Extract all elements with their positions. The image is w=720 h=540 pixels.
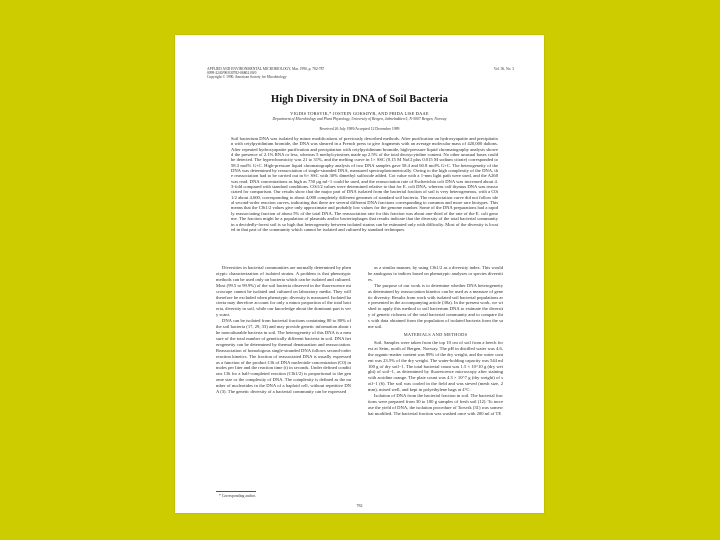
footnote: * Corresponding author. [219, 494, 256, 498]
article-affiliation: Department of Microbiology and Plant Physiology, University of Bergen, Jahnebakken 5, N-5007 Bergen, Norway [272, 117, 447, 121]
journal-header [207, 67, 407, 80]
article-title: High Diversity in DNA of Soil Bacteria [270, 94, 449, 105]
received-date: Received 26 July 1989/Accepted 12 December 1989 [319, 127, 400, 131]
body-column-left [216, 265, 351, 487]
abstract: Soil bacterium DNA was isolated by minor modifications of previously described methods. After purification on hydroxyapatite and precipitation with cetylpyridinium bromide, the DNA was sheared in a French press to give fragments with an average molecular mass of 420,000 daltons. After repeated hydroxyapatite purification and precipitation with cetylpyridinium bromide, high-pressure liquid chromatography analysis showed the presence of 2.1% RNA or less, whereas 5 methylcytosines made up 2.5% of the total deoxycytidine content. No other unusual bases could be detected. The hyperchromicity was 21 to 31%, and the melting curve in 1× SSC (0.15 M NaCl plus 0.015 M sodium citrate) corresponded to 58.3 mol% G+C. High-pressure liquid chromatography analysis of two DNA samples gave 58.4 and 60.8 mol% G+C. The heterogeneity of the DNA was determined by reassociation of single-stranded DNA, measured spectrophotometrically. Owing to the high complexity of the DNA, the reassociation had to be carried out in 6× SSC with 30% dimethyl sulfoxide added. Cot value with a 1-mm light path were used, and the A260 was read. DNA concentrations as high as 750 µg ml−1 could be used, and the reassociation rate of Escherichia coli DNA was increased about 4.3-fold compared with standard conditions. C0t1/2 values were determined relative to that for E. coli DNA, whereas calf thymus DNA was reassociated for comparison. Our results show that the major part of DNA isolated from the bacterial fraction of soil is very heterogeneous, with a C0t1/2 about 4,600, corresponding to about 4,000 completely different genomes of standard soil bacteria. The reassociation curve did not follow ideal second-order reaction curves, indicating that there are several different DNA fractions corresponding to common and more rare biotypes. This means that the C0t1/2 values give only approximate and probably low values for the genome number. Some of the DNA preparations had a rapidly reassociating fraction of about 5% of the total DNA. The reassociation rate for this fraction was about one-third of the rate of the E. coli genome. The fraction might be a population of plasmids and/or bacteriophages that results indicate that the diversity of the total bacterial community in a decidedly-forest soil is so high that heterogeneity between isolated strains can be estimated only with difficulty. Most of the diversity is located in that part of the community which cannot be isolated and cultured by standard techniques. [231, 136, 498, 232]
body-paragraph: Isolation of DNA from the bacterial fraction in soil. The bacterial fractions were prepared from 30 to 100 g samples of fresh soil (12). To increase the yield of DNA, the isolation procedure of Torsvik (31) was somewhat modified. The bacterial fraction was washed once with 200 ml of TE [368, 393, 503, 416]
footnote-divider [216, 491, 256, 492]
journal-issn: 0099-2240/90/030782-06$02.00/0 [207, 71, 257, 76]
volume-info: Vol. 56, No. 3 [493, 67, 514, 71]
page-number: 782 [356, 503, 363, 508]
body-paragraph: DNA can be isolated from bacterial fractions containing 80 to 80% of the soil bacteria (17, 29, 33) and may provide genetic information about the nonculturable bacteria in soil. The heterogeneity of this DNA is a measure of the total number of genetically different bacteria in soil. DNA heterogeneity can be determined by thermal denaturation and reassociation. Reassociation of homologous single-stranded DNA follows second-order reaction kinetics. The fraction of reassociated DNA is usually expressed as a function of the product C0t of DNA nucleotide concentration (C0) in moles per liter and the reaction time (t) in seconds. Under defined conditions C0t for a half-completed reaction (C0t1/2) is proportional to the genome size or the complexity of DNA. The complexity is defined as the number of nucleotides in the DNA of a haploid cell, without repetitive DNA (3). The genetic diversity of a bacterial community can be expressed [216, 318, 351, 395]
section-heading: MATERIALS AND METHODS [403, 331, 468, 337]
journal-page [175, 35, 544, 513]
journal-copyright: Copyright © 1990, American Society for Microbiology [207, 75, 287, 80]
body-paragraph: as a similar manner, by using C0t1/2 as a diversity index. This would be analogous to indices based on phenotypic analyses or species diversities. [368, 265, 503, 282]
body-paragraph: The purpose of our work is to determine whether DNA heterogeneity as determined by reassociation kinetics can be used as a measure of genetic diversity. Results from work with isolated soil bacterial populations are presented in the accompanying article (30a). In the present work, we wished to apply this method to soil bacterium DNA to estimate the diversity of genetic richness of the total bacterial community and to compare this with data obtained from the population of isolated bacteria from the same soil. [368, 282, 503, 330]
body-paragraph: Diversities in bacterial communities are normally determined by phenotypic characterization of isolated strains. A problem is that phenotypic methods can be used only on bacteria which can be isolated and cultured. Most (99.5 to 99.9%) of the soil bacteria observed in the fluorescence microscope cannot be isolated and cultured on laboratory media. They will therefore be excluded when phenotypic diversity is measured. Isolated bacteria may therefore account for only a minor proportion of the total bacteria, diversity in soil, while our knowledge about the dominant part is very scant. [216, 265, 351, 318]
body-column-right [368, 265, 503, 487]
journal-citation: APPLIED AND ENVIRONMENTAL MICROBIOLOGY, Mar. 1990, p. 782-787 [207, 67, 325, 71]
body-paragraph: Soil. Samples were taken from the top 10 cm of soil from a beech forest at Seim, north of Bergen, Norway. The pH in distilled water was 4.6, the organic-matter content was 89% of the dry weight, and the water content was 23.5% of the dry weight. The water-holding capacity was 544 ml 100 g of dry soil−1. The total bacterial count was 1.5 × 10^10 g (dry weight) of soil−1, as determined by fluorescence microscopy after staining with acridine orange. The plate count was 4.3 × 10^7 g (dry weight) of soil−1 (6). The soil was cooled in the field and was sieved (mesh size, 2 mm), mixed well, and kept in polyethylene bags at 4°C. [368, 339, 503, 393]
article-authors: VIGDIS TORSVIK,* JOSTEIN GOKSØYR, AND FRIDA LISE DAAE [290, 111, 429, 116]
